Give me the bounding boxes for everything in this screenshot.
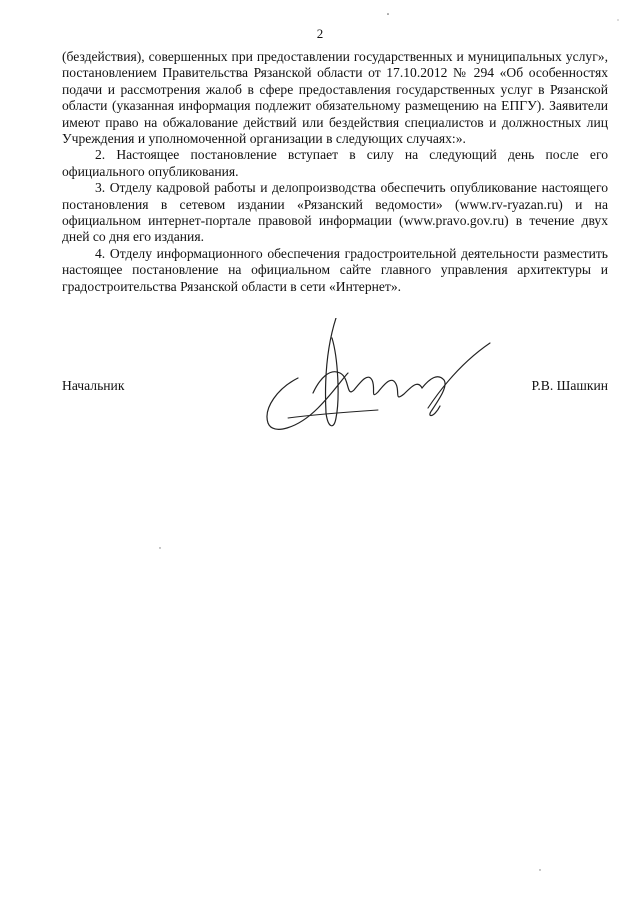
paragraph-item-3: 3. Отделу кадровой работы и делопроизводства обеспечить опубликование настоящего постановления в сетевом издании «Рязанский ведомости» (www.rv-ryazan.ru) и на официальном интернет-портале правовой информации (www.pravo.gov.ru) в течение двух дней со дня его издания. xyxy=(62,180,608,245)
paragraph-item-4: 4. Отделу информационного обеспечения градостроительной деятельности разместить настоящее постановление на официальном сайте главного управления архитектуры и градостроительства Рязанской области в сети «Интернет». xyxy=(62,245,608,294)
document-body xyxy=(62,49,608,295)
signature-row xyxy=(62,378,608,398)
paragraph-continuation: (бездействия), совершенных при предоставлении государственных и муниципальных услуг», постановлением Правительства Рязанской области от 17.10.2012 № 294 «Об особенностях подачи и рассмотрения жалоб в сфере предоставления государственных услуг в Рязанской области (указанная информация подлежит обязательному размещению на ЕПГУ). Заявители имеют право на обжалование действий или бездействия специалистов и должностных лиц Учреждения и уполномоченной организации в следующих случаях:». xyxy=(62,49,608,147)
signatory-name: Р.В. Шашкин xyxy=(531,378,608,393)
page-number: 2 xyxy=(316,26,324,41)
paragraph-item-2: 2. Настоящее постановление вступает в силу на следующий день после его официального опубликования. xyxy=(62,147,608,179)
signatory-title: Начальник xyxy=(62,378,125,393)
